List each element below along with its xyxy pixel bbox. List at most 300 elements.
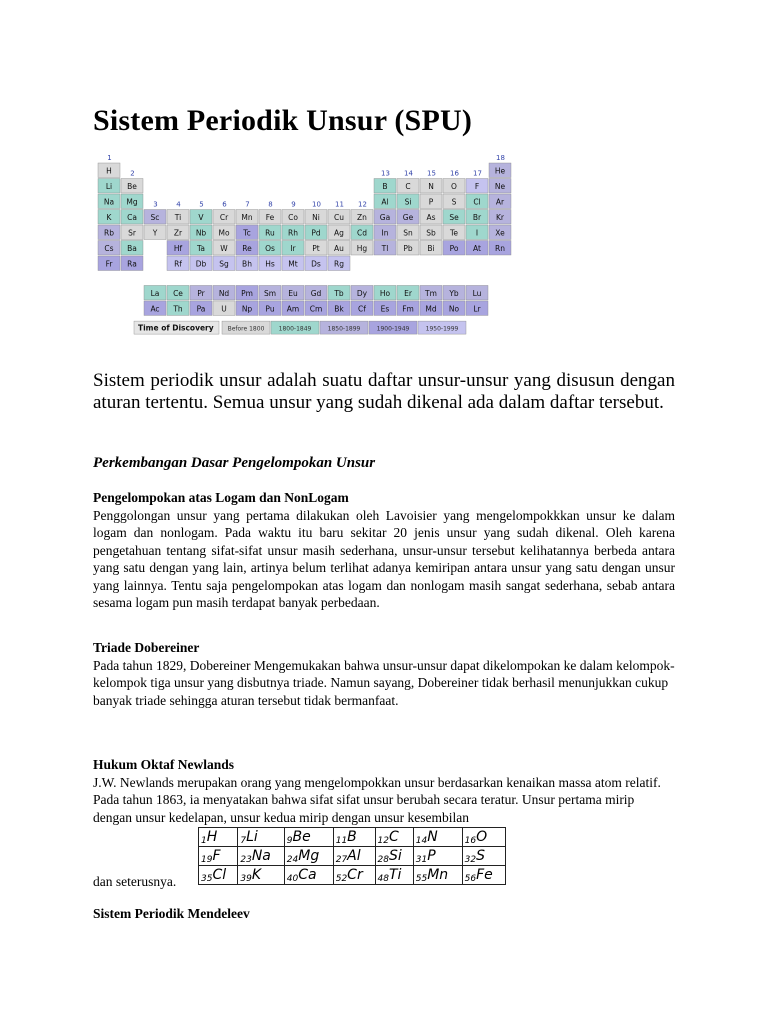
element-cell-Nd-symbol: Nd — [218, 288, 230, 298]
octave-symbol: K — [251, 866, 262, 883]
element-cell-Th — [167, 301, 189, 316]
element-cell-Md-symbol: Md — [425, 304, 437, 314]
octave-cell — [199, 847, 238, 866]
element-cell-He-symbol: He — [494, 166, 506, 176]
element-cell-Kr — [489, 210, 511, 225]
octave-row — [199, 828, 506, 847]
group-number-1: 1 — [107, 154, 112, 162]
heading-mendeleev: Sistem Periodik Mendeleev — [93, 906, 250, 921]
heading-newlands: Hukum Oktaf Newlands — [93, 757, 235, 772]
element-cell-Cd-symbol: Cd — [357, 228, 367, 238]
element-cell-Tc — [236, 225, 258, 240]
octave-symbol: Cl — [212, 866, 227, 883]
element-cell-Pt — [305, 241, 327, 256]
element-cell-O-symbol: O — [451, 182, 457, 191]
octave-cell — [284, 847, 333, 866]
element-cell-Pu-symbol: Pu — [265, 304, 275, 314]
octave-symbol: Fe — [476, 866, 493, 883]
group-number-5: 5 — [199, 200, 204, 209]
element-cell-Kr-symbol: Kr — [495, 213, 505, 222]
element-cell-Zr-symbol: Zr — [173, 228, 183, 238]
element-cell-Ge-symbol: Ge — [402, 213, 414, 222]
element-cell-Gd-symbol: Gd — [310, 288, 322, 298]
element-cell-Hf-symbol: Hf — [173, 244, 183, 253]
element-cell-Tb — [328, 285, 350, 300]
element-cell-Fe — [259, 210, 281, 225]
octave-mass: 7 — [240, 835, 247, 846]
element-cell-At — [466, 241, 488, 256]
element-cell-Hs — [259, 256, 281, 271]
newlands-octave-table — [198, 827, 506, 885]
group-number-12: 12 — [358, 200, 367, 209]
element-cell-Sg — [213, 256, 235, 271]
element-cell-I — [466, 225, 488, 240]
element-cell-Li-symbol: Li — [105, 182, 113, 191]
octave-symbol: Cr — [347, 866, 363, 883]
element-cell-Nb — [190, 225, 212, 240]
octave-cell — [199, 866, 238, 885]
element-cell-Si-symbol: Si — [404, 197, 412, 207]
element-cell-Ne-symbol: Ne — [494, 182, 506, 191]
octave-cell — [375, 847, 413, 866]
element-cell-Ga — [374, 210, 396, 225]
octave-mass: 16 — [464, 835, 477, 846]
legend-range-3: 1900-1949 — [376, 325, 410, 333]
group-number-3: 3 — [153, 200, 158, 209]
octave-mass: 24 — [286, 854, 299, 865]
element-cell-Sb — [420, 225, 442, 240]
element-cell-Ne — [489, 179, 511, 194]
octave-symbol: H — [206, 828, 218, 845]
element-cell-Pm — [236, 285, 258, 300]
paragraph-newlands: J.W. Newlands merupakan orang yang mengelompokkan unsur berdasarkan kenaikan massa atom relatif. Pada tahun 1863, ia menyatakan bahwa sifat sifat unsur berubah secara teratur. Unsur pertama mirip dengan unsur kedelapan, unsur kedua mirip dengan unsur kesembilan — [93, 775, 661, 825]
element-cell-Mt-symbol: Mt — [288, 259, 298, 269]
element-cell-As — [420, 210, 442, 225]
element-cell-Re — [236, 241, 258, 256]
element-cell-Am — [282, 301, 304, 316]
element-cell-Ni — [305, 210, 327, 225]
element-cell-W — [213, 241, 235, 256]
discovery-legend — [134, 321, 466, 334]
element-cell-Sr — [121, 225, 143, 240]
element-cell-Li — [98, 179, 120, 194]
octave-cell — [284, 866, 333, 885]
octave-mass: 27 — [335, 854, 348, 865]
element-cell-Rg-symbol: Rg — [334, 259, 344, 269]
octave-cell — [238, 866, 284, 885]
element-cell-Ca — [121, 210, 143, 225]
element-cell-Bh-symbol: Bh — [242, 259, 252, 269]
group-number-10: 10 — [312, 200, 321, 209]
element-cell-Os — [259, 241, 281, 256]
element-cell-Fe-symbol: Fe — [265, 213, 275, 222]
element-cell-N-symbol: N — [428, 182, 434, 191]
octave-symbol: Ca — [298, 866, 317, 883]
octave-cell — [413, 866, 462, 885]
element-cell-S — [443, 194, 465, 209]
element-cell-Ta-symbol: Ta — [197, 244, 205, 253]
element-cell-Rh — [282, 225, 304, 240]
octave-symbol: O — [476, 828, 488, 845]
element-cell-Ba-symbol: Ba — [127, 244, 137, 253]
element-cell-Ti — [167, 210, 189, 225]
octave-cell — [375, 866, 413, 885]
element-cell-Mt — [282, 256, 304, 271]
element-cell-V — [190, 210, 212, 225]
group-number-6: 6 — [222, 200, 227, 209]
element-cell-Zr — [167, 225, 189, 240]
octave-cell — [284, 828, 333, 847]
element-cell-Te-symbol: Te — [450, 228, 458, 238]
octave-cell — [238, 828, 284, 847]
element-cell-At-symbol: At — [473, 244, 481, 253]
octave-mass: 40 — [286, 873, 299, 884]
element-cell-Rb-symbol: Rb — [104, 228, 114, 238]
element-cell-La-symbol: La — [150, 288, 160, 298]
element-cell-Ga-symbol: Ga — [379, 213, 391, 222]
element-cell-Ho — [374, 285, 396, 300]
element-cell-Pr — [190, 285, 212, 300]
element-cell-Tl — [374, 241, 396, 256]
element-cell-Ar-symbol: Ar — [495, 197, 505, 207]
element-cell-Cl — [466, 194, 488, 209]
octave-symbol: S — [476, 847, 485, 864]
octave-mass: 19 — [201, 854, 213, 865]
octave-cell — [462, 847, 505, 866]
element-cell-Ho-symbol: Ho — [379, 288, 391, 298]
group-number-7: 7 — [245, 200, 250, 209]
element-cell-Ni-symbol: Ni — [312, 213, 320, 222]
element-cell-Db — [190, 256, 212, 271]
octave-symbol: Li — [246, 828, 258, 845]
octave-symbol: Be — [292, 828, 311, 845]
element-cell-Nb-symbol: Nb — [195, 228, 207, 238]
octave-mass: 35 — [201, 873, 213, 884]
octave-cell — [413, 847, 462, 866]
element-cell-Al-symbol: Al — [381, 197, 389, 207]
element-cell-Rf-symbol: Rf — [174, 259, 182, 269]
element-cell-No — [443, 301, 465, 316]
group-number-2: 2 — [130, 169, 135, 178]
element-cell-H — [98, 163, 120, 178]
octave-mass: 55 — [415, 873, 428, 884]
octave-cell — [462, 866, 505, 885]
octave-symbol: Mg — [298, 847, 320, 864]
element-cell-Br-symbol: Br — [472, 213, 482, 222]
element-cell-Po — [443, 241, 465, 256]
element-cell-U — [213, 301, 235, 316]
element-cell-In — [374, 225, 396, 240]
element-cell-Es — [374, 301, 396, 316]
element-cell-Sc-symbol: Sc — [150, 213, 160, 222]
element-cell-Cd — [351, 225, 373, 240]
element-cell-Ir — [282, 241, 304, 256]
element-cell-Al — [374, 194, 396, 209]
group-number-4: 4 — [176, 200, 181, 209]
element-cell-Pt-symbol: Pt — [312, 244, 320, 253]
element-cell-Sb-symbol: Sb — [426, 228, 436, 238]
element-cell-Rn — [489, 241, 511, 256]
element-cell-Cs-symbol: Cs — [104, 244, 114, 253]
element-cell-Sg-symbol: Sg — [219, 259, 229, 269]
octave-mass: 48 — [377, 873, 389, 884]
element-cell-Fm — [397, 301, 419, 316]
group-number-17: 17 — [473, 169, 482, 178]
element-cell-Cs — [98, 241, 120, 256]
element-cell-Pm-symbol: Pm — [241, 288, 253, 298]
group-number-13: 13 — [381, 169, 390, 178]
element-cell-Ac — [144, 301, 166, 316]
element-cell-Hf — [167, 241, 189, 256]
element-cell-La — [144, 285, 166, 300]
element-cell-Tb-symbol: Tb — [334, 288, 344, 298]
element-cell-Re-symbol: Re — [242, 244, 252, 253]
element-cell-Lu — [466, 285, 488, 300]
element-cell-Sm-symbol: Sm — [263, 288, 277, 298]
element-cell-Pb-symbol: Pb — [403, 244, 413, 253]
element-cell-Lr-symbol: Lr — [473, 304, 481, 314]
element-cell-Bi-symbol: Bi — [427, 244, 435, 253]
group-number-9: 9 — [291, 200, 296, 209]
octave-cell — [199, 828, 238, 847]
element-cell-Mo — [213, 225, 235, 240]
octave-cell — [333, 866, 375, 885]
element-cell-Db-symbol: Db — [195, 259, 207, 269]
paragraph-dobereiner: Pada tahun 1829, Dobereiner Mengemukakan bahwa unsur-unsur dapat dikelompokan ke dalam kelompok-kelompok tiga unsur yang disbutnya triade. Namun sayang, Dobereiner tidak berhasil menunjukkan cukup banyak triade sehingga aturan tersebut tidak bermanfaat. — [93, 658, 675, 708]
element-cell-Hg-symbol: Hg — [356, 244, 368, 253]
legend-range-4: 1950-1999 — [425, 325, 459, 333]
element-cell-Se — [443, 210, 465, 225]
heading-lavoisier: Pengelompokan atas Logam dan NonLogam — [93, 490, 349, 505]
octave-symbol: Mn — [427, 866, 449, 883]
octave-symbol: F — [212, 847, 221, 864]
periodic-table-svg — [95, 151, 515, 357]
element-cell-Dy — [351, 285, 373, 300]
group-number-8: 8 — [268, 200, 273, 209]
element-cell-No-symbol: No — [448, 304, 460, 314]
element-cell-Sr-symbol: Sr — [128, 228, 136, 238]
element-cell-Tm — [420, 285, 442, 300]
element-cell-Rf — [167, 256, 189, 271]
element-cell-Sn — [397, 225, 419, 240]
octave-symbol: C — [388, 828, 399, 845]
element-cell-W-symbol: W — [220, 244, 228, 253]
element-cell-P — [420, 194, 442, 209]
element-cell-Rb — [98, 225, 120, 240]
octave-mass: 9 — [286, 835, 293, 846]
element-cell-Ta — [190, 241, 212, 256]
element-cell-Ds — [305, 256, 327, 271]
element-cell-Nd — [213, 285, 235, 300]
element-cell-F — [466, 179, 488, 194]
octave-table — [198, 827, 506, 885]
element-cell-Ir-symbol: Ir — [290, 244, 296, 253]
octave-mass: 11 — [335, 835, 348, 846]
element-cell-C — [397, 179, 419, 194]
element-cell-Np-symbol: Np — [241, 304, 253, 314]
octave-symbol: Al — [347, 847, 361, 864]
element-cell-Ar — [489, 194, 511, 209]
element-cell-Pd-symbol: Pd — [311, 228, 321, 238]
element-cell-Fr — [98, 256, 120, 271]
element-cell-Rh-symbol: Rh — [288, 228, 298, 238]
element-cell-Os-symbol: Os — [265, 244, 275, 253]
octave-row — [199, 847, 506, 866]
element-cell-U-symbol: U — [221, 304, 227, 314]
paragraph-lavoisier: Penggolongan unsur yang pertama dilakukan oleh Lavoisier yang mengelompokkkan unsur ke dalam logam dan nonlogam. Pada waktu itu baru sekitar 20 jenis unsur yang sudah dikenal. Oleh karena pengetahuan tentang sifat-sifat unsur masih sederhana, unsur-unsur tersebut kelihatannya berbeda antara yang satu dengan yang lain, artinya belum terlihat adanya kemiripan antara unsur yang satu dengan unsur yang lainnya. Tentu saja pengelompokan atas logam dan nonlogam masih sangat sederhana, sebab antara sesama logam pun masih terdapat banyak perbedaan. — [93, 508, 675, 611]
element-cell-Cm-symbol: Cm — [309, 304, 323, 314]
element-cell-S-symbol: S — [451, 197, 457, 207]
element-cell-Mn-symbol: Mn — [241, 213, 253, 222]
element-cell-Ru — [259, 225, 281, 240]
element-cell-B — [374, 179, 396, 194]
element-cell-Sm — [259, 285, 281, 300]
element-cell-Zn-symbol: Zn — [357, 213, 367, 222]
element-cell-Ba — [121, 241, 143, 256]
group-number-15: 15 — [427, 169, 436, 178]
element-cell-P-symbol: P — [428, 197, 434, 207]
element-cell-Mg-symbol: Mg — [126, 197, 138, 207]
element-cell-Eu — [282, 285, 304, 300]
octave-symbol: N — [427, 828, 438, 845]
element-cell-Zn — [351, 210, 373, 225]
element-cell-Th-symbol: Th — [173, 304, 183, 314]
octave-mass: 1 — [201, 835, 207, 846]
element-cell-Cl-symbol: Cl — [473, 197, 481, 207]
element-cell-Cu-symbol: Cu — [334, 213, 344, 222]
intro-paragraph: Sistem periodik unsur adalah suatu daftar unsur-unsur yang disusun dengan aturan tertentu. Semua unsur yang sudah dikenal ada dalam daftar tersebut. — [93, 370, 675, 413]
legend-range-2: 1850-1899 — [327, 325, 361, 333]
element-cell-Tl-symbol: Tl — [381, 244, 389, 253]
element-cell-Xe-symbol: Xe — [495, 228, 505, 238]
octave-symbol: B — [347, 828, 357, 845]
octave-cell — [413, 828, 462, 847]
element-cell-Si — [397, 194, 419, 209]
element-cell-Ti-symbol: Ti — [174, 213, 182, 222]
element-cell-Pu — [259, 301, 281, 316]
element-cell-Ra-symbol: Ra — [127, 259, 137, 269]
element-cell-Au-symbol: Au — [334, 244, 344, 253]
octave-cell — [238, 847, 284, 866]
octave-mass: 12 — [377, 835, 389, 846]
element-cell-H-symbol: H — [106, 166, 112, 176]
element-cell-Ge — [397, 210, 419, 225]
element-cell-In-symbol: In — [381, 228, 389, 238]
element-cell-Gd — [305, 285, 327, 300]
element-cell-Be — [121, 179, 143, 194]
octave-mass: 32 — [464, 854, 477, 865]
element-cell-C-symbol: C — [405, 182, 411, 191]
element-cell-Ca-symbol: Ca — [127, 213, 137, 222]
element-cell-Es-symbol: Es — [380, 304, 390, 314]
legend-label: Time of Discovery — [138, 323, 214, 333]
element-cell-Eu-symbol: Eu — [288, 288, 298, 298]
element-cell-Bk — [328, 301, 350, 316]
element-cell-Dy-symbol: Dy — [356, 288, 368, 298]
octave-symbol: Ti — [388, 866, 402, 883]
element-cell-Ag — [328, 225, 350, 240]
element-cell-Pb — [397, 241, 419, 256]
element-cell-Yb — [443, 285, 465, 300]
element-cell-Po-symbol: Po — [449, 244, 459, 253]
element-cell-Hg — [351, 241, 373, 256]
octave-symbol: Si — [388, 847, 402, 864]
octave-cell — [333, 847, 375, 866]
octave-cell — [333, 828, 375, 847]
element-cell-Cr — [213, 210, 235, 225]
element-cell-Cf — [351, 301, 373, 316]
element-cell-Lr — [466, 301, 488, 316]
octave-mass: 31 — [415, 854, 428, 865]
element-cell-As-symbol: As — [426, 213, 436, 222]
octave-mass: 28 — [377, 854, 389, 865]
element-cell-Ra — [121, 256, 143, 271]
element-cell-Co — [282, 210, 304, 225]
element-cell-Bh — [236, 256, 258, 271]
element-cell-Cr-symbol: Cr — [219, 213, 229, 222]
heading-dobereiner: Triade Dobereiner — [93, 640, 200, 655]
octave-cell — [462, 828, 505, 847]
page-title: Sistem Periodik Unsur (SPU) — [93, 104, 473, 137]
legend-range-1: 1800-1849 — [278, 325, 312, 333]
element-cell-Pa — [190, 301, 212, 316]
element-cell-Cm — [305, 301, 327, 316]
element-cell-Cf-symbol: Cf — [358, 304, 366, 314]
element-cell-K-symbol: K — [106, 213, 112, 222]
element-cell-Mg — [121, 194, 143, 209]
element-cell-Sc — [144, 210, 166, 225]
octave-symbol: Na — [251, 847, 271, 864]
element-cell-Ds-symbol: Ds — [311, 259, 321, 269]
element-cell-Er — [397, 285, 419, 300]
periodic-table-image — [95, 151, 515, 357]
element-cell-Na — [98, 194, 120, 209]
element-cell-Na-symbol: Na — [103, 197, 115, 207]
group-number-18: 18 — [496, 154, 505, 162]
octave-symbol: P — [427, 847, 436, 864]
element-cell-Bi — [420, 241, 442, 256]
octave-mass: 23 — [240, 854, 252, 865]
octave-cell — [375, 828, 413, 847]
element-cell-He — [489, 163, 511, 178]
element-cell-B-symbol: B — [382, 182, 388, 191]
paragraph-continuation: dan seterusnya. — [93, 874, 177, 889]
element-cell-V-symbol: V — [198, 213, 204, 222]
section-heading: Perkembangan Dasar Pengelompokan Unsur — [93, 455, 376, 471]
element-cell-Co-symbol: Co — [288, 213, 298, 222]
element-cell-Tc-symbol: Tc — [243, 228, 251, 238]
element-cell-Y-symbol: Y — [152, 228, 158, 238]
group-number-11: 11 — [335, 200, 344, 209]
element-cell-Ac-symbol: Ac — [150, 304, 160, 314]
element-cell-F-symbol: F — [474, 182, 480, 191]
element-cell-Te — [443, 225, 465, 240]
group-number-14: 14 — [404, 169, 413, 178]
element-cell-Bk-symbol: Bk — [334, 304, 344, 314]
octave-mass: 39 — [240, 873, 252, 884]
element-cell-Rn-symbol: Rn — [495, 244, 505, 253]
element-cell-Sn-symbol: Sn — [403, 228, 413, 238]
element-cell-Ru-symbol: Ru — [265, 228, 275, 238]
group-number-16: 16 — [450, 169, 459, 178]
octave-row — [199, 866, 506, 885]
element-cell-Hs-symbol: Hs — [265, 259, 275, 269]
element-cell-Fm-symbol: Fm — [402, 304, 414, 314]
element-cell-Pa-symbol: Pa — [196, 304, 206, 314]
element-cell-Fr-symbol: Fr — [105, 259, 113, 269]
element-cell-Y — [144, 225, 166, 240]
element-cell-Am-symbol: Am — [286, 304, 300, 314]
